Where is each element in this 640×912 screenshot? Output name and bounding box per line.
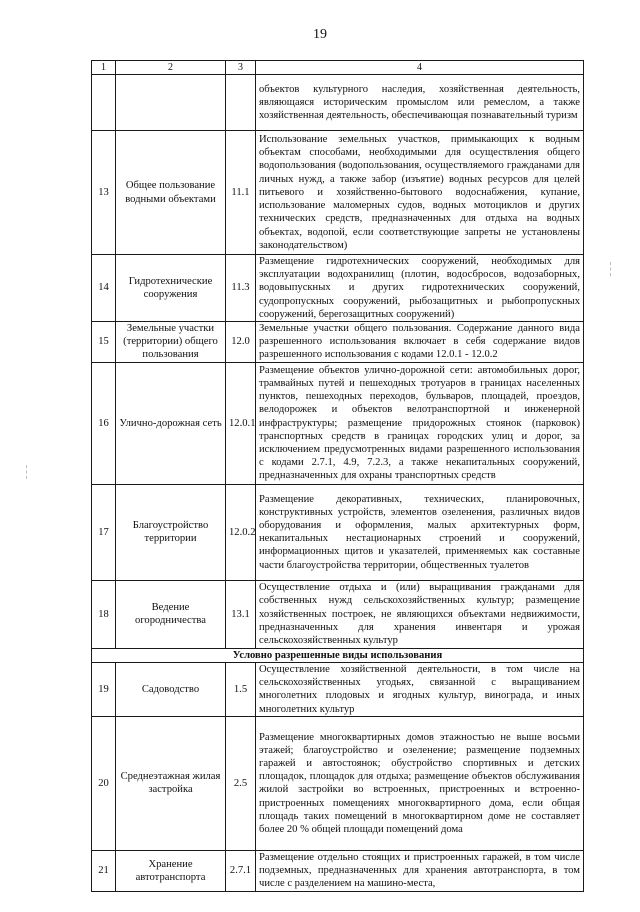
use-type-name: Общее пользование водными объектами — [116, 131, 226, 255]
table-row — [92, 131, 584, 255]
section-header-row — [92, 648, 584, 662]
use-type-description: Размещение гидротехнических сооружений, необходимых для эксплуатации водохранилищ (плотин, водосбросов, водозаборных, водовыпускных и других гидротехнических сооружений, судопропускных сооружений, рыбозащитных и рыбопропускных сооружений, берегозащитных сооружений) — [256, 255, 584, 322]
table-row — [92, 484, 584, 580]
table-row — [92, 322, 584, 363]
scan-artifact-mark — [610, 262, 611, 276]
page-number: 19 — [313, 27, 327, 42]
section-title: Условно разрешенные виды использования — [92, 648, 584, 662]
zoning-table — [91, 60, 584, 892]
scan-artifact-mark — [26, 465, 27, 479]
use-type-code: 11.3 — [226, 255, 256, 322]
use-type-description: Осуществление хозяйственной деятельности, в том числе на сельскохозяйственных угодьях, связанной с выращиванием многолетних плодовых и ягодных культур, винограда, и иных многолетних культур — [256, 662, 584, 716]
row-number — [92, 75, 116, 131]
use-type-code: 1.5 — [226, 662, 256, 716]
table-row — [92, 255, 584, 322]
use-type-name: Ведение огородничества — [116, 580, 226, 648]
row-number: 19 — [92, 662, 116, 716]
row-number: 20 — [92, 716, 116, 850]
use-type-name: Садоводство — [116, 662, 226, 716]
table-header-row — [92, 61, 584, 75]
table-row — [92, 850, 584, 891]
use-type-name: Хранение автотранспорта — [116, 850, 226, 891]
use-type-code: 11.1 — [226, 131, 256, 255]
use-type-code: 2.7.1 — [226, 850, 256, 891]
table-row — [92, 662, 584, 716]
use-type-name: Благоустройство территории — [116, 484, 226, 580]
column-header: 1 — [92, 61, 116, 75]
use-type-name: Среднеэтажная жилая застройка — [116, 716, 226, 850]
use-type-name: Земельные участки (территории) общего пользования — [116, 322, 226, 363]
use-type-description: Использование земельных участков, примыкающих к водным объектам способами, необходимыми для осуществления общего водопользования (водопользования, осуществляемого гражданами для личных нужд, а также забор (изъятие) водных ресурсов для целей питьевого и хозяйственно-бытового водоснабжения, купание, использование маломерных судов, водных мотоциклов и других технических средств, предназначенных для отдыха на водных объектах, водопой, если соответствующие запреты не установлены законодательством) — [256, 131, 584, 255]
use-type-code: 2.5 — [226, 716, 256, 850]
table-row — [92, 362, 584, 484]
use-type-code: 12.0.1 — [226, 362, 256, 484]
use-type-description: Земельные участки общего пользования. Содержание данного вида разрешенного использования включает в себя содержание видов разрешенного использования с кодами 12.0.1 - 12.0.2 — [256, 322, 584, 363]
column-header: 2 — [116, 61, 226, 75]
row-number: 17 — [92, 484, 116, 580]
use-type-description: Размещение объектов улично-дорожной сети: автомобильных дорог, трамвайных путей и пешеходных тротуаров в границах населенных пунктов, пешеходных переходов, бульваров, площадей, проездов, велодорожек и объектов велотранспортной и инженерной инфраструктуры; размещение придорожных стоянок (парковок) транспортных средств в границах городских улиц и дорог, за исключением предусмотренных видами разрешенного использования с кодами 2.7.1, 4.9, 7.2.3, а также некапитальных сооружений, предназначенных для охраны транспортных средств — [256, 362, 584, 484]
use-type-description: объектов культурного наследия, хозяйственная деятельность, являющаяся историческим промыслом или ремеслом, а также хозяйственная деятельность, обеспечивающая познавательный туризм — [256, 75, 584, 131]
row-number: 15 — [92, 322, 116, 363]
use-type-code: 12.0 — [226, 322, 256, 363]
column-header: 3 — [226, 61, 256, 75]
use-type-code: 12.0.2 — [226, 484, 256, 580]
row-number: 14 — [92, 255, 116, 322]
table-row — [92, 75, 584, 131]
column-header: 4 — [256, 61, 584, 75]
row-number: 13 — [92, 131, 116, 255]
use-type-description: Размещение декоративных, технических, планировочных, конструктивных устройств, элементов озеленения, различных видов оборудования и оформления, малых архитектурных форм, некапитальных нестационарных строений и сооружений, информационных щитов и указателей, применяемых как составные части благоустройства территории, общественных туалетов — [256, 484, 584, 580]
use-type-name: Гидротехнические сооружения — [116, 255, 226, 322]
use-type-code — [226, 75, 256, 131]
use-type-description: Размещение многоквартирных домов этажностью не выше восьми этажей; благоустройство и озеленение; размещение подземных гаражей и автостоянок; обустройство спортивных и детских площадок, площадок для отдыха; размещение объектов обслуживания жилой застройки во встроенных, пристроенных и встроенно-пристроенных помещениях многоквартирного дома, если общая площадь таких помещений в многоквартирном доме не составляет более 20 % общей площади помещений дома — [256, 716, 584, 850]
table-row — [92, 716, 584, 850]
table-row — [92, 580, 584, 648]
use-type-description: Размещение отдельно стоящих и пристроенных гаражей, в том числе подземных, предназначенных для хранения автотранспорта, в том числе с разделением на машино-места, — [256, 850, 584, 891]
row-number: 21 — [92, 850, 116, 891]
row-number: 18 — [92, 580, 116, 648]
use-type-name — [116, 75, 226, 131]
use-type-code: 13.1 — [226, 580, 256, 648]
use-type-name: Улично-дорожная сеть — [116, 362, 226, 484]
row-number: 16 — [92, 362, 116, 484]
use-type-description: Осуществление отдыха и (или) выращивания гражданами для собственных нужд сельскохозяйственных культур; размещение хозяйственных построек, не являющихся объектами недвижимости, предназначенных для хранения инвентаря и урожая сельскохозяйственных культур — [256, 580, 584, 648]
